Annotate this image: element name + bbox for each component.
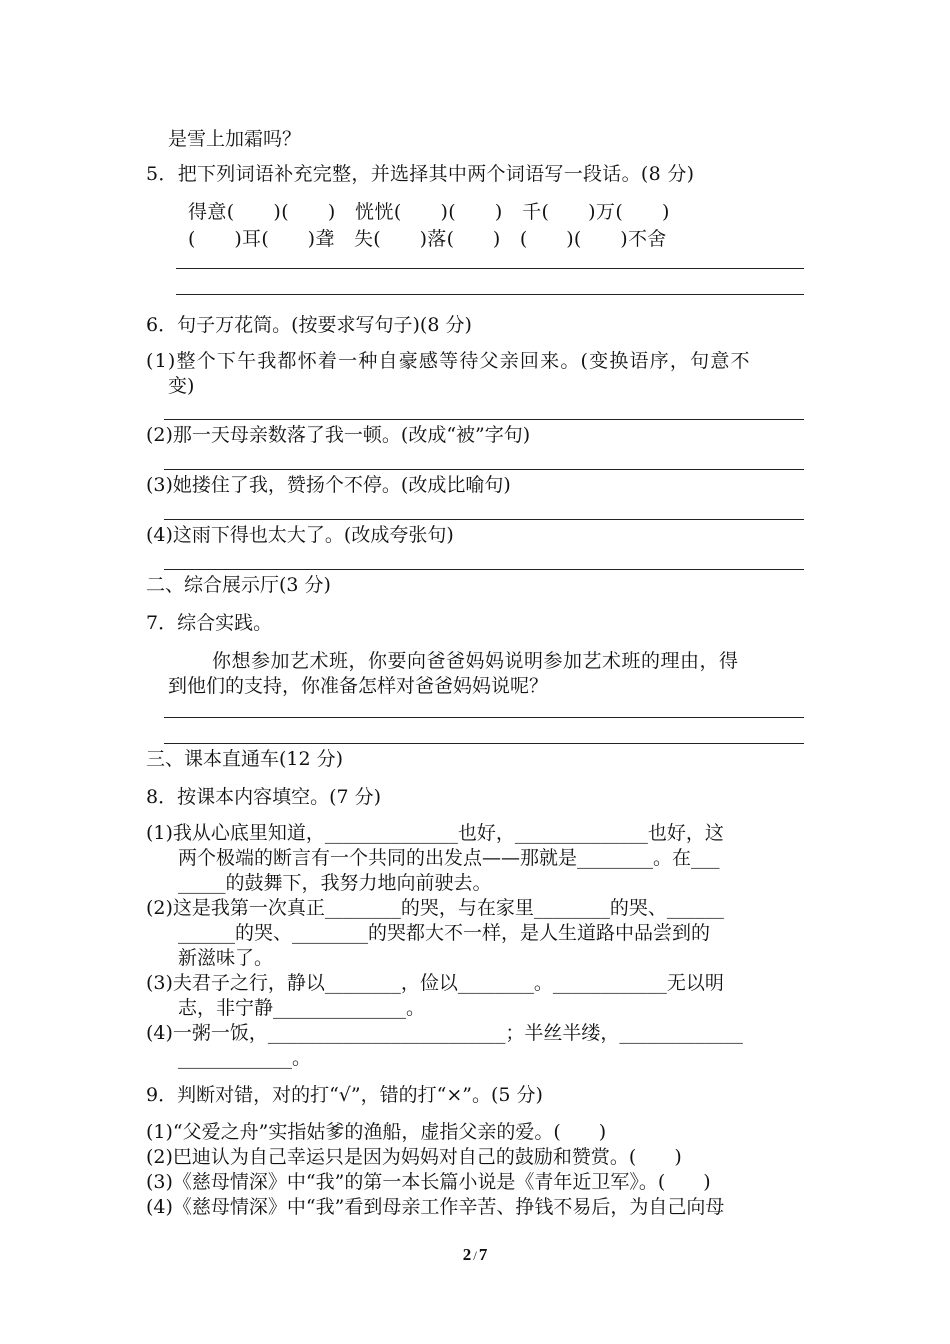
answer-line[interactable] [164, 469, 804, 470]
question-8-2-cont: ______的哭、________的哭都大不一样，是人生道路中品尝到的 [178, 922, 711, 944]
question-7-heading: 7．综合实践。 [146, 612, 273, 634]
question-6-heading: 6．句子万花筒。(按要求写句子)(8 分) [146, 314, 472, 336]
question-6-1-cont: 变) [168, 375, 195, 397]
question-8-2: (2)这是我第一次真正________的哭，与在家里________的哭、______ [146, 897, 724, 919]
word-fill-row-2: ( )耳( )聋 失( )落( ) ( )( )不舍 [188, 228, 667, 250]
question-8-heading: 8．按课本内容填空。(7 分) [146, 786, 382, 808]
answer-line[interactable] [176, 268, 804, 269]
answer-line[interactable] [164, 419, 804, 420]
question-6-1: (1)整个下午我都怀着一种自豪感等待父亲回来。(变换语序，句意不 [146, 350, 751, 372]
current-page: 2 [462, 1245, 472, 1264]
question-6-3: (3)她搂住了我，赞扬个不停。(改成比喻句) [146, 474, 511, 496]
section-3-heading: 三、课本直通车(12 分) [146, 748, 344, 770]
page-separator: / [473, 1248, 477, 1263]
question-8-1: (1)我从心底里知道，______________也好，______________也好，这 [146, 822, 724, 844]
question-6-4: (4)这雨下得也太大了。(改成夸张句) [146, 524, 454, 546]
answer-line[interactable] [164, 569, 804, 570]
text-line: 是雪上加霜吗？ [168, 128, 302, 150]
word-fill-row-1: 得意( )( ) 恍恍( )( ) 千( )万( ) [188, 201, 670, 223]
answer-line[interactable] [164, 519, 804, 520]
page-number [0, 1245, 950, 1265]
answer-line[interactable] [164, 717, 804, 718]
question-8-1-cont: 两个极端的断言有一个共同的出发点——那就是________。在___ [178, 847, 720, 869]
question-7-prompt-cont: 到他们的支持，你准备怎样对爸爸妈妈说呢？ [168, 675, 549, 697]
answer-line[interactable] [164, 743, 804, 744]
question-9-1: (1)“父爱之舟”实指姑爹的渔船，虚指父亲的爱。( ) [146, 1121, 607, 1143]
question-7-prompt: 你想参加艺术班，你要向爸爸妈妈说明参加艺术班的理由，得 [212, 650, 739, 672]
question-8-3: (3)夫君子之行，静以________，俭以________。____________无以明 [146, 972, 724, 994]
total-pages: 7 [478, 1245, 488, 1264]
question-8-4-cont: ____________。 [178, 1047, 312, 1069]
question-9-3: (3)《慈母情深》中“我”的第一本长篇小说是《青年近卫军》。( ) [146, 1171, 711, 1193]
section-2-heading: 二、综合展示厅(3 分) [146, 574, 331, 596]
question-9-2: (2)巴迪认为自己幸运只是因为妈妈对自己的鼓励和赞赏。( ) [146, 1146, 682, 1168]
question-5-heading: 5．把下列词语补充完整，并选择其中两个词语写一段话。(8 分) [146, 163, 695, 185]
question-9-4: (4)《慈母情深》中“我”看到母亲工作辛苦、挣钱不易后，为自己向母 [146, 1196, 725, 1218]
question-8-3-cont: 志，非宁静______________。 [178, 997, 426, 1019]
question-8-2-cont: 新滋味了。 [178, 947, 274, 969]
question-6-2: (2)那一天母亲数落了我一顿。(改成“被”字句) [146, 424, 531, 446]
question-9-heading: 9．判断对错，对的打“√”，错的打“×”。(5 分) [146, 1084, 543, 1106]
answer-line[interactable] [176, 294, 804, 295]
question-8-4: (4)一粥一饭，_________________________；半丝半缕，_____________ [146, 1022, 743, 1044]
question-8-1-cont: _____的鼓舞下，我努力地向前驶去。 [178, 872, 492, 894]
